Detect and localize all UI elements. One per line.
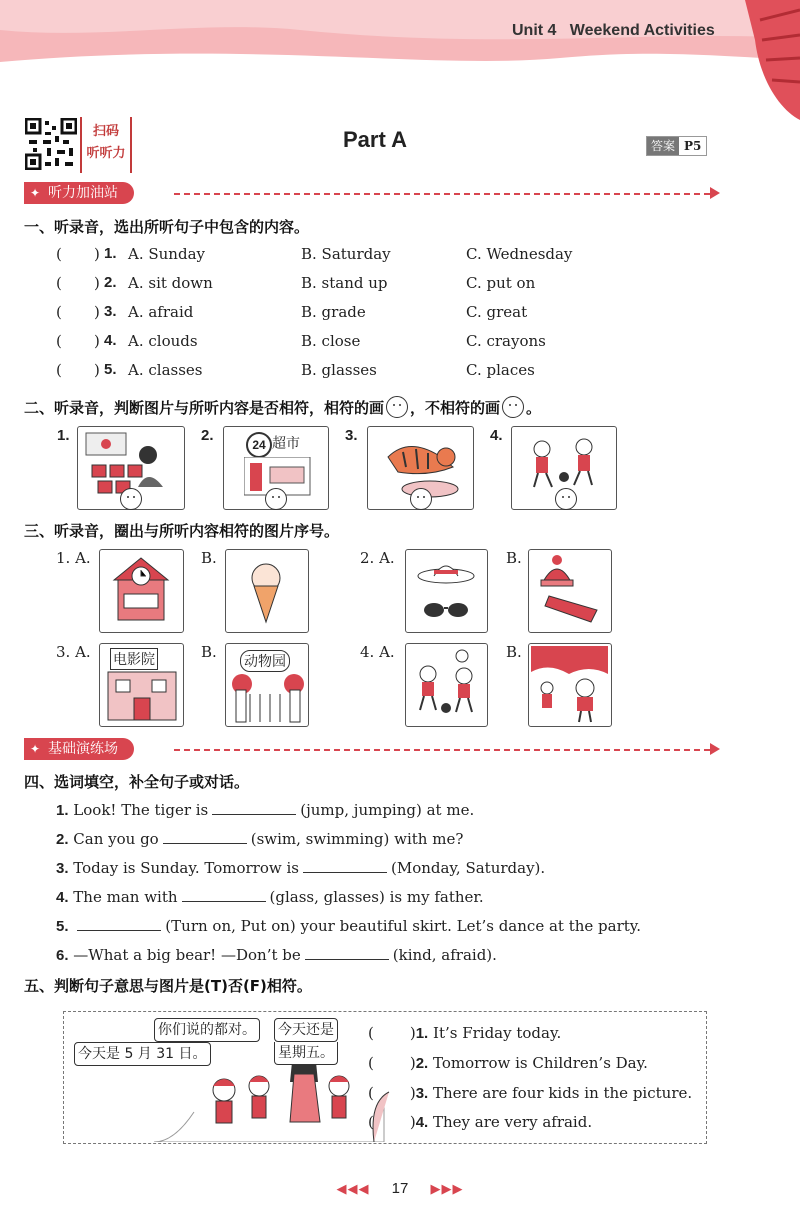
answer-face-icon[interactable]: [265, 488, 287, 510]
page-number: 17: [391, 1180, 409, 1197]
option-b-label: B.: [201, 549, 217, 567]
section-label: ✦ 基础演练场: [24, 738, 134, 760]
q1-row: [56, 332, 756, 356]
q1-row: [56, 245, 756, 269]
answer-bracket: ): [409, 1084, 416, 1102]
q2-item-number: 1.: [57, 427, 70, 444]
q2-item-number: 4.: [490, 427, 503, 444]
zoo-sign: 动物园: [240, 650, 290, 672]
item-number: 5.: [56, 918, 69, 935]
fill-blank-sentence: [56, 945, 497, 964]
statement-text: They are very afraid.: [433, 1113, 593, 1131]
speech-bubble: 你们说的都对。: [154, 1018, 260, 1042]
blank-input[interactable]: [182, 887, 266, 902]
sentence-after: (Monday, Saturday).: [390, 859, 546, 877]
statement-text: It’s Friday today.: [433, 1024, 562, 1042]
blank-input[interactable]: [77, 916, 161, 931]
sentence-before: —What a big bear! —Don’t be: [73, 946, 301, 964]
option-a: A. clouds: [128, 332, 198, 350]
winter-hat-scarf-image: [528, 549, 612, 633]
fill-blank-sentence: [56, 887, 484, 906]
answer-bracket[interactable]: (: [368, 1054, 374, 1072]
header-band: [0, 0, 800, 120]
answer-bracket[interactable]: (: [56, 361, 62, 379]
page-footer: [0, 1180, 800, 1197]
answer-bracket: ): [94, 245, 100, 263]
answer-tag[interactable]: [646, 136, 707, 156]
dashed-line: [174, 749, 710, 751]
blank-input[interactable]: [305, 945, 389, 960]
item-number: 3.: [104, 303, 117, 320]
option-c: C. put on: [466, 274, 536, 292]
sentence-after: (kind, afraid).: [392, 946, 497, 964]
speech-bubble: 今天是 5 月 31 日。: [74, 1042, 211, 1066]
arrow-icon: [710, 187, 720, 199]
answer-bracket[interactable]: (: [56, 303, 62, 321]
blank-input[interactable]: [303, 858, 387, 873]
clock-image: [99, 549, 184, 633]
true-false-row: [368, 1084, 692, 1102]
item-number: 1.: [104, 245, 117, 262]
option-a: A. classes: [128, 361, 203, 379]
option-a: A. sit down: [128, 274, 213, 292]
option-b: B. grade: [301, 303, 366, 321]
sentence-after: (glass, glasses) is my father.: [269, 888, 484, 906]
q3-item-number: 3. A.: [56, 643, 91, 661]
item-number: 4.: [104, 332, 117, 349]
option-a: A. Sunday: [128, 245, 205, 263]
sentence-before: Can you go: [73, 830, 159, 848]
option-a: A. afraid: [128, 303, 194, 321]
answer-bracket[interactable]: (: [368, 1084, 374, 1102]
page-title: Part A: [343, 127, 407, 152]
answer-bracket: ): [409, 1054, 416, 1072]
q2-heading-text: 二、听录音，判断图片与所听内容是否相符，相符的画: [24, 398, 385, 417]
sentence-after: (Turn on, Put on) your beautiful skirt. Let’s dance at the party.: [165, 917, 642, 935]
sentence-after: (swim, swimming) with me?: [250, 830, 464, 848]
q1-row: [56, 361, 756, 385]
fill-blank-sentence: [56, 829, 463, 848]
true-false-row: [368, 1113, 592, 1131]
scan-text: 扫码: [92, 124, 119, 139]
answer-key-label: 答案: [647, 137, 679, 155]
answer-face-icon[interactable]: [555, 488, 577, 510]
option-b: B. Saturday: [301, 245, 391, 263]
item-number: 6.: [56, 947, 69, 964]
answer-bracket: ): [94, 303, 100, 321]
answer-bracket[interactable]: (: [368, 1113, 374, 1131]
item-number: 3.: [415, 1085, 429, 1102]
speech-bubble: 今天还是: [274, 1018, 338, 1042]
smile-face-icon: [386, 396, 408, 418]
item-number: 2.: [56, 831, 69, 848]
prev-arrows-icon[interactable]: ◀◀◀: [336, 1181, 370, 1196]
item-number: 1.: [415, 1025, 429, 1042]
sentence-before: The man with: [73, 888, 178, 906]
statement-text: Tomorrow is Children’s Day.: [433, 1054, 648, 1072]
answer-face-icon[interactable]: [120, 488, 142, 510]
option-b-label: B.: [506, 643, 522, 661]
dashed-line: [174, 193, 710, 195]
answer-bracket[interactable]: (: [56, 274, 62, 292]
item-number: 1.: [56, 802, 69, 819]
option-b: B. glasses: [301, 361, 377, 379]
answer-bracket: ): [94, 274, 100, 292]
answer-bracket: ): [94, 332, 100, 350]
q3-heading: 三、听录音，圈出与所听内容相符的图片序号。: [24, 522, 340, 540]
option-c: C. Wednesday: [466, 245, 573, 263]
option-b-label: B.: [201, 643, 217, 661]
true-false-row: [368, 1024, 561, 1042]
shop-sign-text: 超市: [272, 436, 300, 452]
answer-bracket[interactable]: (: [368, 1024, 374, 1042]
option-b-label: B.: [506, 549, 522, 567]
item-number: 4.: [56, 889, 69, 906]
blank-input[interactable]: [163, 829, 247, 844]
item-number: 4.: [415, 1114, 429, 1131]
q2-item-number: 2.: [201, 427, 214, 444]
cinema-sign: 电影院: [110, 648, 158, 670]
q2-item-number: 3.: [345, 427, 358, 444]
answer-face-icon[interactable]: [410, 488, 432, 510]
q4-heading: 四、选词填空，补全句子或对话。: [24, 773, 250, 791]
shop-sign-24: 24: [246, 432, 272, 458]
item-number: 2.: [104, 274, 117, 291]
answer-page: P5: [684, 139, 702, 153]
zoo-gate-image: [225, 643, 309, 727]
option-c: C. crayons: [466, 332, 546, 350]
sentence-before: Today is Sunday. Tomorrow is: [73, 859, 299, 877]
answer-bracket: ): [94, 361, 100, 379]
ice-cream-image: [225, 549, 309, 633]
option-c: C. places: [466, 361, 535, 379]
fill-blank-sentence: [56, 858, 545, 877]
answer-bracket[interactable]: (: [56, 332, 62, 350]
speech-bubble: 星期五。: [274, 1042, 338, 1065]
answer-bracket: ): [409, 1113, 416, 1131]
q3-item-number: 4. A.: [360, 643, 395, 661]
cinema-building-image: [99, 643, 184, 727]
hat-sunglasses-image: [405, 549, 488, 633]
q2-heading: [24, 396, 541, 418]
sentence-before: Look! The tiger is: [73, 801, 209, 819]
q1-heading: 一、听录音，选出所听句子中包含的内容。: [24, 218, 310, 236]
q1-row: [56, 303, 756, 327]
answer-bracket[interactable]: (: [56, 245, 62, 263]
section-banner-basic: [24, 738, 724, 760]
q2-heading-text-2: ，不相符的画: [410, 398, 501, 417]
item-number: 2.: [415, 1055, 429, 1072]
sentence-after: (jump, jumping) at me.: [300, 801, 475, 819]
fill-blank-sentence: [56, 916, 641, 935]
kids-cloudy-image: [528, 643, 612, 727]
fill-blank-sentence: [56, 800, 474, 819]
blank-input[interactable]: [212, 800, 296, 815]
section-banner-listening: [24, 182, 724, 204]
answer-bracket: ): [409, 1024, 416, 1042]
option-c: C. great: [466, 303, 528, 321]
q2-heading-text-3: 。: [526, 398, 542, 417]
item-number: 3.: [56, 860, 69, 877]
q1-row: [56, 274, 756, 298]
section-label: ✦ 听力加油站: [24, 182, 134, 204]
option-b: B. stand up: [301, 274, 388, 292]
listen-text: 听听力: [86, 146, 126, 161]
next-arrows-icon[interactable]: ▶▶▶: [430, 1181, 464, 1196]
unit-title: Unit 4 Weekend Activities: [512, 22, 715, 39]
sad-face-icon: [502, 396, 524, 418]
q3-item-number: 2. A.: [360, 549, 395, 567]
kids-football-image: [405, 643, 488, 727]
statement-text: There are four kids in the picture.: [433, 1084, 693, 1102]
q5-heading: 五、判断句子意思与图片是(T)否(F)相符。: [24, 977, 312, 995]
option-b: B. close: [301, 332, 361, 350]
true-false-row: [368, 1054, 648, 1072]
arrow-icon: [710, 743, 720, 755]
item-number: 5.: [104, 361, 117, 378]
q3-item-number: 1. A.: [56, 549, 91, 567]
